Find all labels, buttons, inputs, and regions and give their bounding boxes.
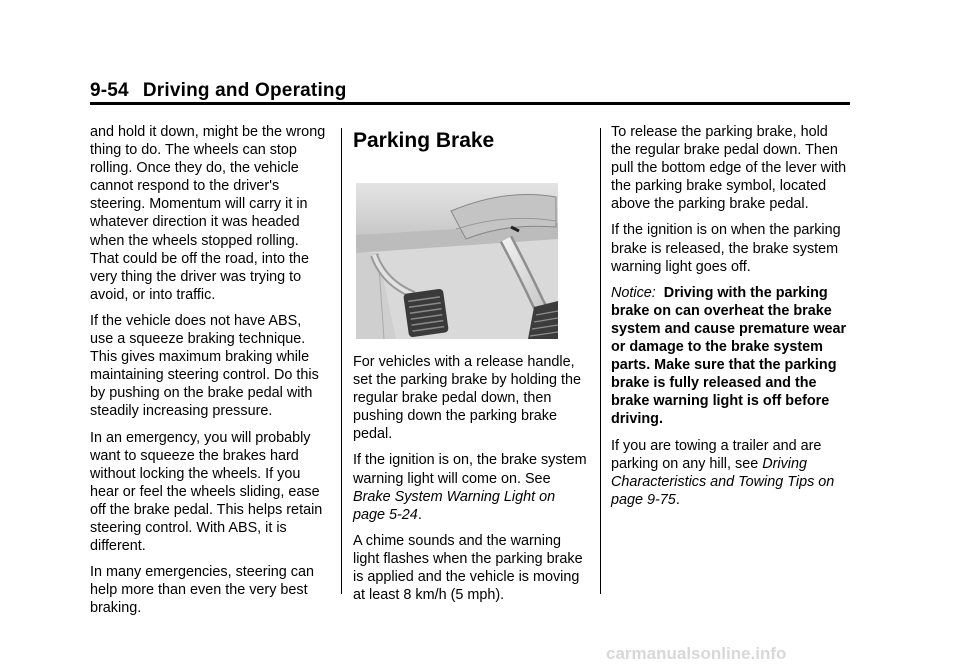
paragraph: If the ignition is on, the brake system warning light will come on. See Brake System Warning Light on page 5-24. — [353, 452, 587, 523]
column-divider — [341, 128, 342, 594]
column-2 — [353, 123, 591, 612]
parking-brake-illustration — [356, 183, 558, 339]
paragraph: In many emergencies, steering can help more than even the very best braking. — [90, 564, 314, 617]
column-1 — [90, 123, 328, 625]
paragraph: A chime sounds and the warning light flashes when the parking brake is applied and the vehicle is moving at least 8 km/h (5 mph). — [353, 532, 583, 604]
paragraph: If you are towing a trailer and are parking on any hill, see Driving Characteristics and Towing Tips on page 9-75. — [611, 437, 835, 508]
column-divider — [600, 128, 601, 594]
notice-label: Notice: — [611, 284, 656, 301]
header-rule — [90, 102, 850, 105]
parking-brake-heading: Parking Brake — [353, 129, 495, 152]
paragraph: To release the parking brake, hold the regular brake pedal down. Then pull the bottom edge of the lever with the parking brake symbol, located above the parking brake pedal. — [611, 124, 847, 213]
paragraph: and hold it down, might be the wrong thing to do. The wheels can stop rolling. Once they do, the vehicle cannot respond to the driver's steering. Momentum will carry it in whatever direction it was headed when the wheels stopped rolling. That could be off the road, into the very thing the driver was trying to avoid, or into traffic. — [90, 124, 326, 303]
brake-warning-light-link[interactable]: Brake System Warning Light on page 5-24 — [353, 488, 556, 523]
notice — [611, 284, 851, 429]
paragraph: For vehicles with a release handle, set the parking brake by holding the regular brake pedal down, then pushing down the parking brake pedal. — [353, 354, 582, 443]
paragraph: If the ignition is on when the parking brake is released, the brake system warning light goes off. — [611, 222, 841, 275]
paragraph: If the vehicle does not have ABS, use a squeeze braking technique. This gives maximum braking while maintaining steering control. Do this by pushing on the brake pedal with steadily increasing pressure. — [90, 312, 319, 420]
page-header — [90, 80, 347, 102]
paragraph: In an emergency, you will probably want to squeeze the brakes hard without locking the wheels. If you hear or feel the wheels sliding, ease off the brake pedal. This helps retain steering control. With ABS, it is different. — [90, 429, 323, 555]
page-number: 9-54 — [90, 80, 129, 101]
column-3 — [611, 123, 851, 517]
notice-text: Driving with the parking brake on can overheat the brake system and cause premature wear or damage to the brake system parts. Make sure that the parking brake is fully released and the brake warning light is off before driving. — [611, 284, 847, 428]
section-title: Driving and Operating — [142, 80, 347, 101]
towing-tips-link[interactable]: Driving Characteristics and Towing Tips on page 9-75 — [611, 455, 835, 508]
watermark: carmanualsonline.info — [606, 644, 787, 663]
